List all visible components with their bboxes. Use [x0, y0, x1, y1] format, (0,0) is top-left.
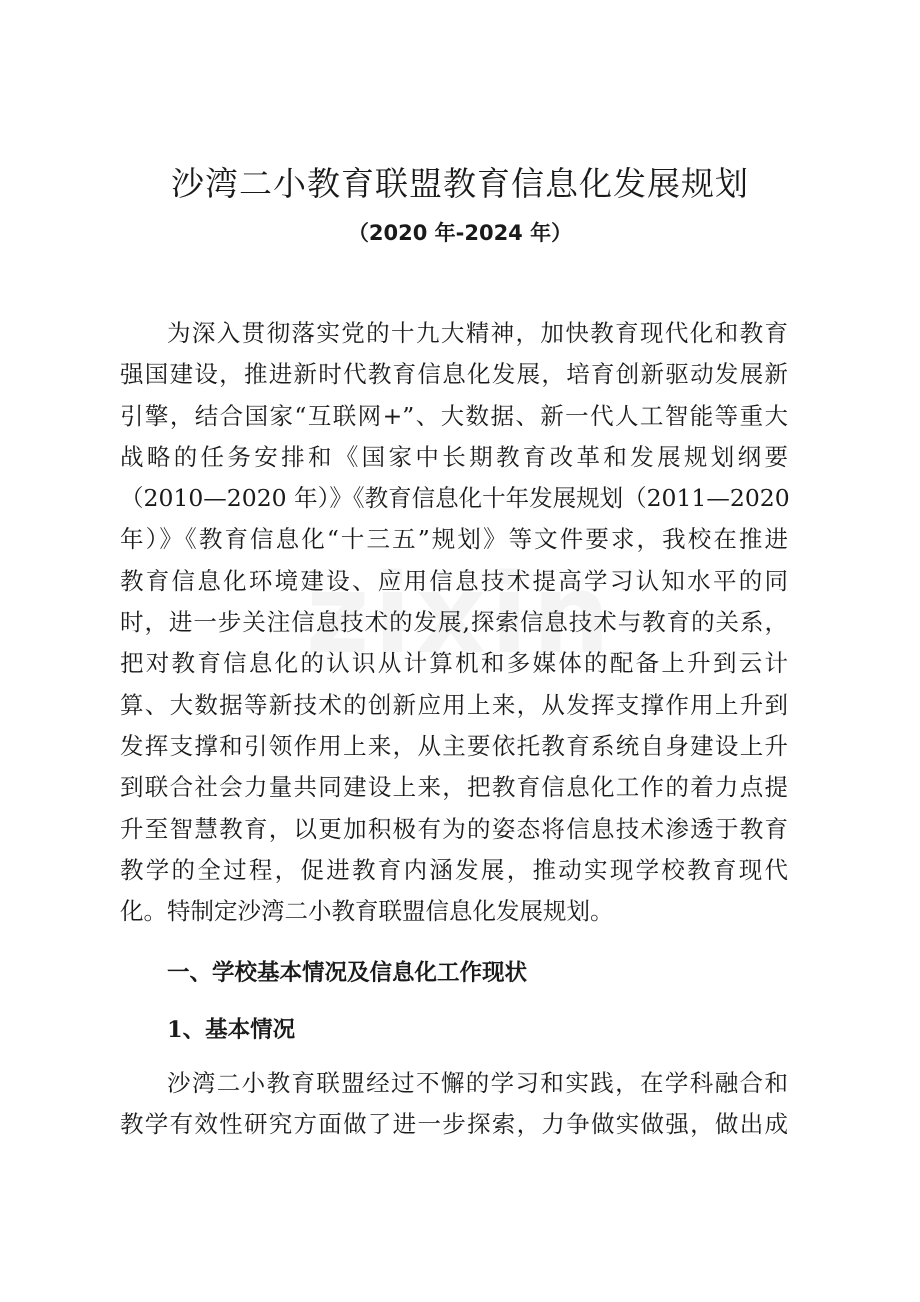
paragraph-line: 沙湾二小教育联盟经过不懈的学习和实践，在学科融合和: [167, 1069, 788, 1097]
paragraph-line: 教育信息化环境建设、应用信息技术提高学习认知水平的同: [120, 566, 788, 595]
paragraph-line: 把对教育信息化的认识从计算机和多媒体的配备上升到云计: [120, 649, 788, 678]
subsection-heading: 1、基本情况: [167, 1017, 296, 1043]
paragraph-line: 发挥支撑和引领作用上来，从主要依托教育系统自身建设上升: [120, 731, 788, 760]
paragraph-line: 时，进一步关注信息技术的发展,探索信息技术与教育的关系，: [120, 608, 788, 637]
paragraph-line: 到联合社会力量共同建设上来，把教育信息化工作的着力点提: [120, 773, 788, 802]
paragraph-line: 强国建设，推进新时代教育信息化发展，培育创新驱动发展新: [120, 360, 788, 389]
document-subtitle: （2020 年-2024 年）: [347, 221, 573, 245]
paragraph-line: 为深入贯彻落实党的十九大精神，加快教育现代化和教育: [167, 319, 788, 347]
paragraph-line: 教学的全过程，促进教育内涵发展，推动实现学校教育现代: [120, 855, 788, 884]
document-title: 沙湾二小教育联盟教育信息化发展规划: [171, 164, 749, 203]
paragraph-line: 化。特制定沙湾二小教育联盟信息化发展规划。: [120, 897, 614, 926]
basic-info-paragraph: [120, 1063, 788, 1146]
paragraph-line: 算、大数据等新技术的创新应用上来，从发挥支撑作用上升到: [120, 690, 788, 719]
paragraph-line: （2010—2020 年）》《教育信息化十年发展规划（2011—2020: [120, 484, 790, 513]
paragraph-line: 教学有效性研究方面做了进一步探索，力争做实做强，做出成: [120, 1110, 788, 1139]
intro-paragraph: [120, 313, 788, 932]
paragraph-line: 年）》《教育信息化“十三五”规划》等文件要求，我校在推进: [120, 525, 788, 554]
paragraph-line: 升至智慧教育，以更加积极有为的姿态将信息技术渗透于教育: [120, 814, 788, 843]
paragraph-line: 引擎，结合国家“互联网+”、大数据、新一代人工智能等重大: [120, 401, 788, 430]
section-heading: 一、学校基本情况及信息化工作现状: [167, 960, 528, 986]
paragraph-line: 战略的任务安排和《国家中长期教育改革和发展规划纲要: [120, 442, 788, 471]
